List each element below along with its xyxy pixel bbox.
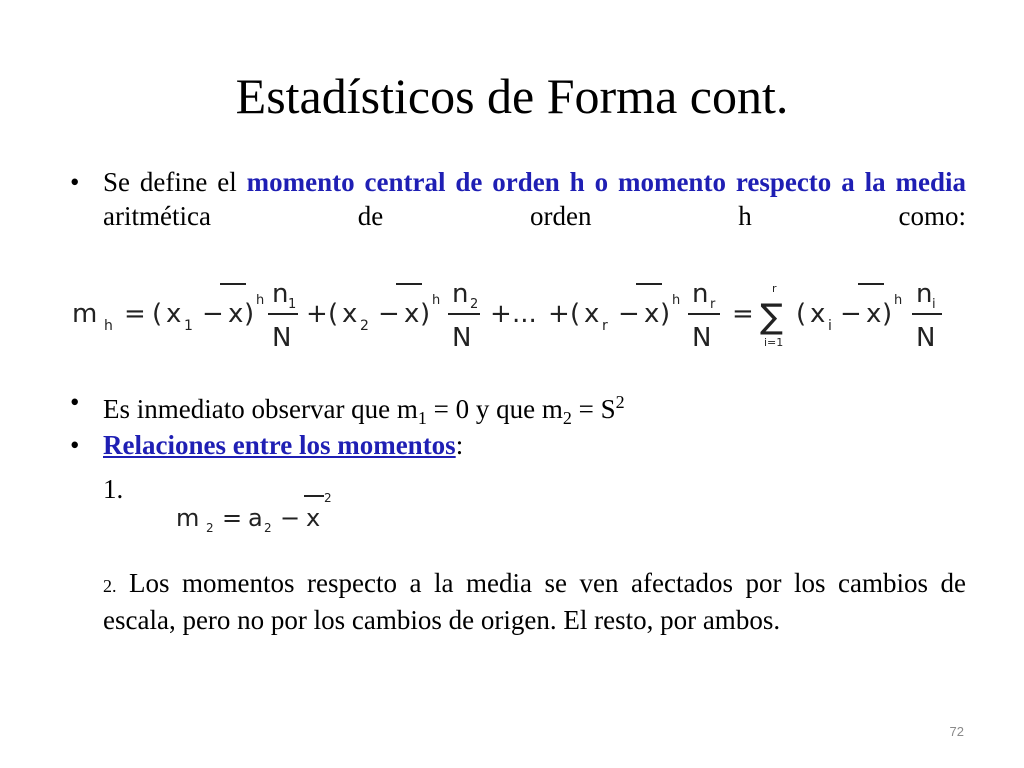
svg-text:r: r — [772, 282, 777, 295]
svg-text:−: − — [378, 299, 400, 329]
slide-title: Estadísticos de Forma cont. — [235, 68, 789, 124]
svg-text:(: ( — [152, 299, 163, 329]
svg-text:x: x — [306, 504, 321, 532]
svg-text:=: = — [222, 504, 243, 532]
svg-text:i=1: i=1 — [764, 336, 784, 349]
formula-m: m — [72, 299, 98, 329]
svg-text:x: x — [404, 299, 420, 329]
relations-heading: Relaciones entre los momentos — [103, 430, 456, 460]
svg-text:2: 2 — [360, 318, 369, 334]
svg-text:r: r — [710, 297, 716, 312]
svg-text:+: + — [548, 299, 570, 329]
svg-text:−: − — [202, 299, 224, 329]
item-2-number: 2. — [103, 576, 117, 596]
svg-text:=: = — [124, 299, 146, 329]
svg-text:n: n — [452, 279, 469, 309]
svg-text:): ) — [420, 299, 431, 329]
bullet-relations-text: Relaciones entre los momentos: — [103, 430, 464, 460]
svg-text:n: n — [692, 279, 709, 309]
svg-text:x: x — [866, 299, 882, 329]
svg-text:i: i — [932, 297, 936, 312]
svg-text:x: x — [166, 299, 182, 329]
svg-text:...: ... — [512, 299, 537, 329]
svg-text:x: x — [644, 299, 660, 329]
svg-text:x: x — [810, 299, 826, 329]
bullet-icon: • — [70, 167, 80, 197]
svg-text:2: 2 — [324, 491, 332, 505]
item-2-paragraph: 2. Los momentos respecto a la media se ven afectados por los cambios de escala, pero no por los cambios de origen. El resto, por ambos. — [103, 568, 966, 635]
second-moment-formula — [170, 488, 350, 538]
bullet-definition-text: Se define el momento central de orden h o momento respecto a la media aritmética de orden h como: — [103, 167, 966, 231]
bullet-icon: • — [70, 387, 80, 417]
svg-text:=: = — [732, 299, 754, 329]
svg-text:x: x — [584, 299, 600, 329]
svg-text:−: − — [280, 504, 301, 532]
svg-text:): ) — [244, 299, 255, 329]
highlight-term: momento central de orden h o momento respecto a la media — [246, 167, 966, 197]
svg-text:N: N — [916, 323, 936, 353]
svg-text:(: ( — [570, 299, 581, 329]
svg-text:x: x — [342, 299, 358, 329]
svg-text:(: ( — [796, 299, 807, 329]
svg-text:): ) — [660, 299, 671, 329]
item-1-number: 1. — [103, 474, 124, 504]
svg-text:N: N — [692, 323, 712, 353]
svg-text:2: 2 — [470, 297, 479, 312]
sigma-icon: ∑ — [760, 297, 783, 337]
svg-text:x: x — [228, 299, 244, 329]
svg-text:a: a — [248, 504, 263, 532]
bullet-icon: • — [70, 430, 80, 460]
svg-text:n: n — [916, 279, 933, 309]
svg-text:h: h — [894, 293, 903, 308]
svg-text:(: ( — [328, 299, 339, 329]
svg-text:−: − — [840, 299, 862, 329]
svg-text:r: r — [602, 318, 608, 334]
svg-text:1: 1 — [184, 318, 193, 334]
svg-text:h: h — [256, 293, 265, 308]
svg-text:n: n — [272, 279, 289, 309]
svg-text:h: h — [672, 293, 681, 308]
svg-text:2: 2 — [264, 521, 272, 535]
svg-text:+: + — [306, 299, 328, 329]
svg-text:2: 2 — [206, 521, 214, 535]
svg-text:N: N — [452, 323, 472, 353]
svg-text:1: 1 — [288, 297, 297, 312]
page-number: 72 — [949, 724, 964, 739]
svg-text:h: h — [104, 318, 113, 334]
svg-text:h: h — [432, 293, 441, 308]
central-moment-formula — [60, 270, 960, 360]
svg-text:+: + — [490, 299, 512, 329]
bullet-observation-text: Es inmediato observar que $m_1 = 0$ y que $m_2 = S^2$ — [103, 392, 625, 428]
svg-text:−: − — [618, 299, 640, 329]
svg-text:N: N — [272, 323, 292, 353]
svg-text:m: m — [176, 504, 200, 532]
svg-text:): ) — [882, 299, 893, 329]
svg-text:i: i — [828, 318, 832, 334]
